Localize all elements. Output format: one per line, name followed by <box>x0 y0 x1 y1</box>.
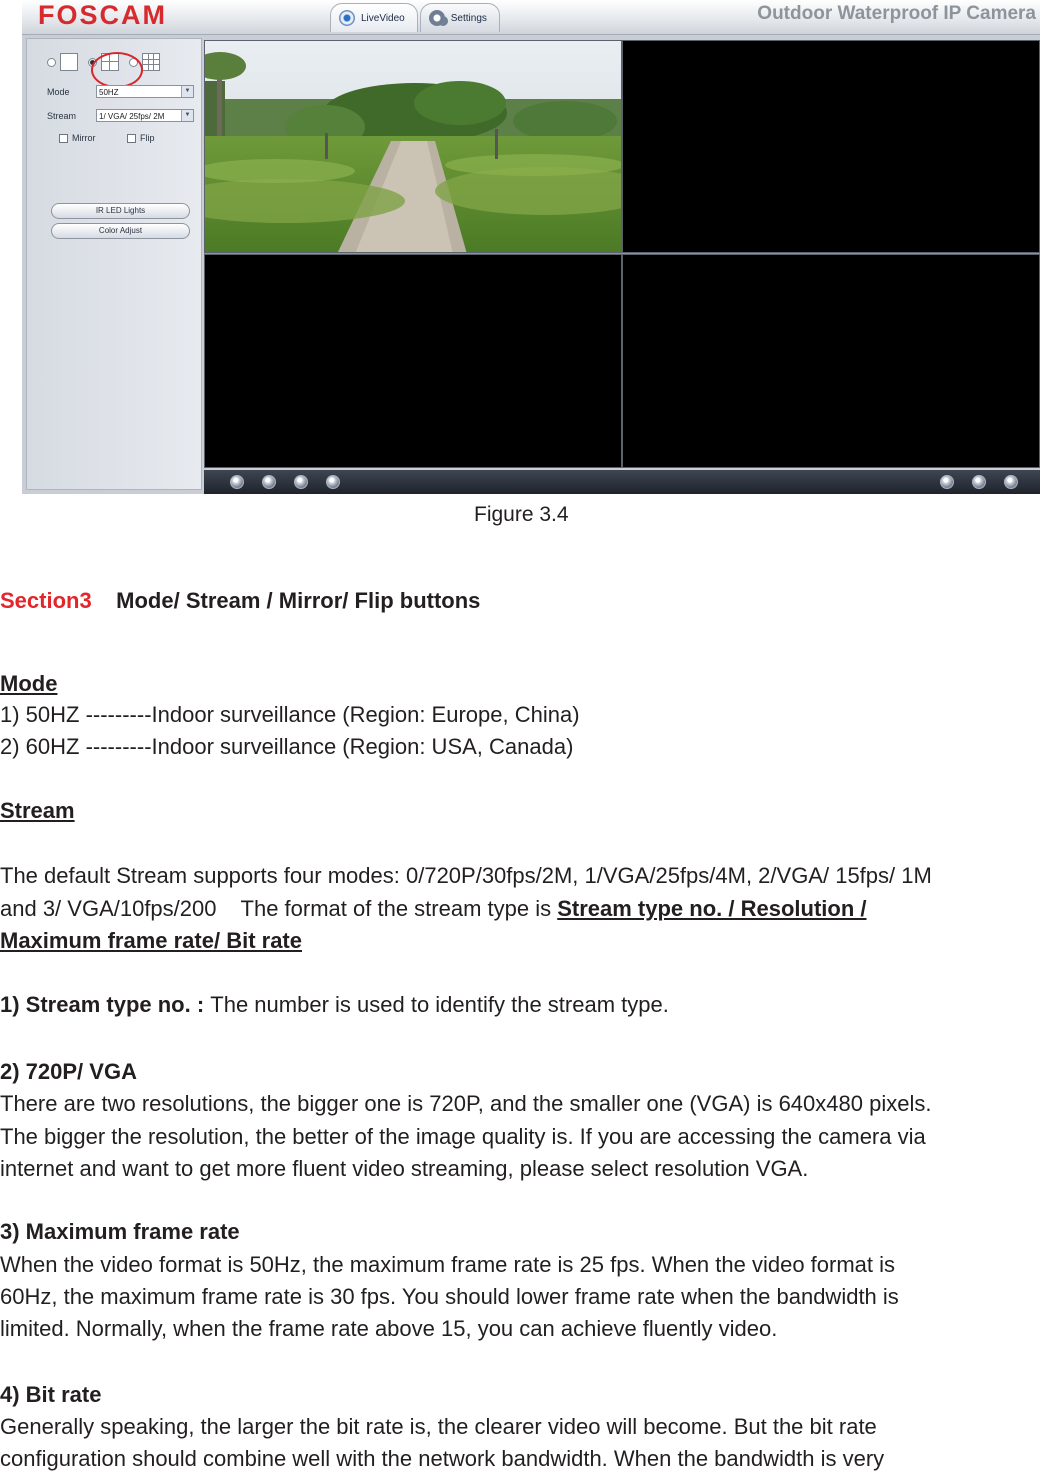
nine-view-icon[interactable] <box>142 53 160 71</box>
talk-icon[interactable] <box>294 475 308 489</box>
item4-line: Generally speaking, the larger the bit rate is, the clearer video will become. But the bit rate <box>0 1414 877 1439</box>
tab-live-video[interactable] <box>330 3 418 32</box>
item2-heading: 2) 720P/ VGA <box>0 1059 137 1084</box>
tab-settings-label: Settings <box>450 12 487 24</box>
section-label: Section3 <box>0 588 92 613</box>
settings-gear-icon <box>429 10 445 26</box>
camera-topbar <box>22 0 1040 35</box>
stream-format-link: Stream type no. / Resolution / <box>557 896 867 921</box>
camera-ui-screenshot <box>22 0 1040 494</box>
live-video-icon <box>339 10 355 26</box>
chevron-down-icon: ▼ <box>181 86 193 97</box>
tab-live-video-label: LiveVideo <box>361 12 405 24</box>
stream-select-value: 1/ VGA/ 25fps/ 2M <box>99 112 165 121</box>
checkbox-icon <box>59 134 68 143</box>
section-heading <box>0 588 480 614</box>
item3-line: limited. Normally, when the frame rate above 15, you can achieve fluently video. <box>0 1316 778 1341</box>
record-icon[interactable] <box>972 475 986 489</box>
tab-settings[interactable] <box>420 3 500 32</box>
audio-icon[interactable] <box>326 475 340 489</box>
item3-line: When the video format is 50Hz, the maximum frame rate is 25 fps. When the video format is <box>0 1252 896 1277</box>
item3-line: 60Hz, the maximum frame rate is 30 fps. You should lower frame rate when the bandwidth is <box>0 1284 899 1309</box>
chevron-down-icon: ▼ <box>181 110 193 121</box>
foscam-logo: FOSCAM <box>38 0 167 30</box>
layout-1-radio[interactable] <box>47 58 56 67</box>
snapshot-icon[interactable] <box>940 475 954 489</box>
mode-select[interactable] <box>96 85 194 98</box>
item2-line: The bigger the resolution, the better of the image quality is. If you are accessing the camera via <box>0 1124 926 1149</box>
figure-caption: Figure 3.4 <box>474 503 569 526</box>
video-cell-2[interactable] <box>622 40 1040 253</box>
video-cell-1[interactable] <box>204 40 622 253</box>
checkbox-icon <box>127 134 136 143</box>
item1-heading: 1) Stream type no. : <box>0 992 211 1017</box>
video-controls-bar <box>204 470 1040 494</box>
item2-line: There are two resolutions, the bigger one is 720P, and the smaller one (VGA) is 640x480 pixels. <box>0 1091 932 1116</box>
color-adjust-button[interactable]: Color Adjust <box>51 223 190 239</box>
highlight-circle <box>91 52 143 88</box>
mode-label: Mode <box>47 87 70 97</box>
stop-icon[interactable] <box>262 475 276 489</box>
stream-intro-text: and 3/ VGA/10fps/200 The format of the stream type is <box>0 896 558 921</box>
item1-text: The number is used to identify the stream type. <box>210 992 669 1017</box>
ir-led-lights-button[interactable]: IR LED Lights <box>51 203 190 219</box>
stream-intro: The default Stream supports four modes: 0/720P/30fps/2M, 1/VGA/25fps/4M, 2/VGA/ 15fps/ 1M <box>0 863 932 888</box>
item4-line: configuration should combine well with the network bandwidth. When the bandwidth is very <box>0 1446 885 1471</box>
stream-intro-line2 <box>0 896 867 922</box>
item3-heading: 3) Maximum frame rate <box>0 1219 240 1244</box>
fullscreen-icon[interactable] <box>1004 475 1018 489</box>
flip-label: Flip <box>140 133 155 143</box>
item4-heading: 4) Bit rate <box>0 1382 102 1407</box>
stream-label: Stream <box>47 111 77 121</box>
video-cell-3[interactable] <box>204 254 622 468</box>
camera-model-title: Outdoor Waterproof IP Camera <box>757 3 1036 24</box>
park-path-image <box>205 41 622 253</box>
flip-checkbox[interactable] <box>127 133 155 143</box>
mode-heading: Mode <box>0 671 58 696</box>
mode-line: 2) 60HZ ---------Indoor surveillance (Region: USA, Canada) <box>0 734 574 759</box>
item1 <box>0 992 669 1018</box>
mode-line: 1) 50HZ ---------Indoor surveillance (Region: Europe, China) <box>0 702 580 727</box>
video-grid <box>204 40 1040 468</box>
section-title: Mode/ Stream / Mirror/ Flip buttons <box>116 588 481 613</box>
mirror-checkbox[interactable] <box>59 133 96 143</box>
control-sidebar <box>26 38 202 490</box>
main-tabs <box>330 3 502 33</box>
stream-format-link-cont: Maximum frame rate/ Bit rate <box>0 928 302 953</box>
mirror-label: Mirror <box>72 133 96 143</box>
mode-select-value: 50HZ <box>99 88 119 97</box>
play-icon[interactable] <box>230 475 244 489</box>
stream-select[interactable] <box>96 109 194 122</box>
item2-line: internet and want to get more fluent video streaming, please select resolution VGA. <box>0 1156 809 1181</box>
video-cell-4[interactable] <box>622 254 1040 468</box>
stream-heading: Stream <box>0 798 75 823</box>
single-view-icon[interactable] <box>60 53 78 71</box>
